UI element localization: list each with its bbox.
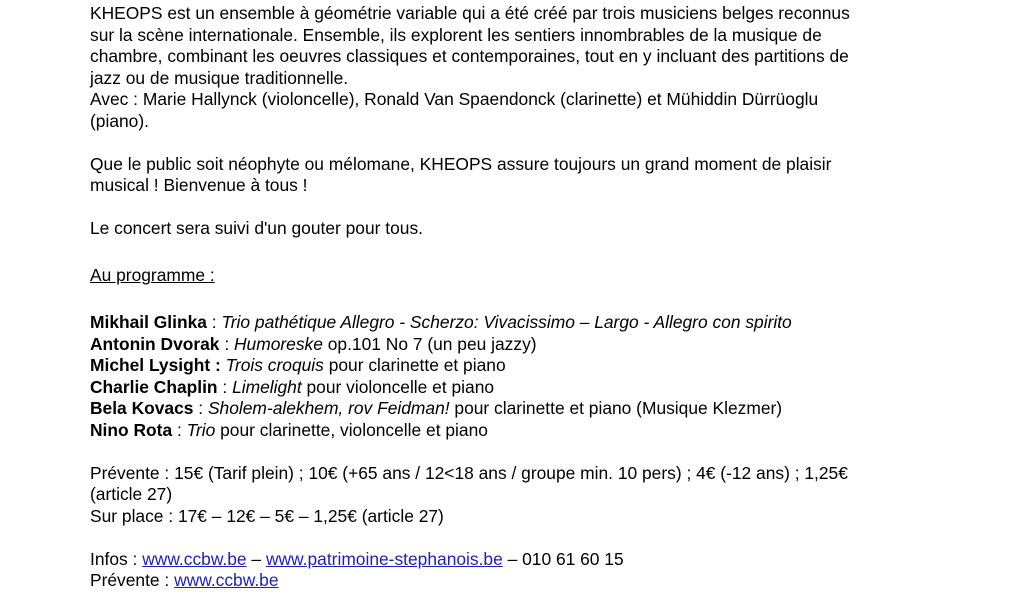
intro-line: sur la scène internationale. Ensemble, ils explorent les sentiers innombrables de la musique de: [90, 24, 822, 45]
composer-name: Charlie Chaplin: [90, 376, 218, 397]
phone-number: – 010 61 60 15: [502, 548, 624, 569]
work-details: pour clarinette et piano (Musique Klezmer): [449, 398, 783, 418]
composer-name: Antonin Dvorak: [90, 333, 220, 354]
spacer: [90, 197, 990, 219]
work-title: Sholem-alekhem, rov Feidman!: [207, 398, 450, 418]
musicians-line: Avec : Marie Hallynck (violoncelle), Ronald Van Spaendonck (clarinette) et Mühiddin Dürrüoglu: [90, 89, 819, 109]
programme-item: [90, 420, 990, 442]
musicians-line: (piano).: [90, 110, 149, 131]
composer-name: Nino Rota: [90, 419, 173, 440]
infos-line: [90, 549, 990, 571]
prevente-line: [90, 570, 990, 592]
separator: :: [193, 398, 208, 418]
public-line: Que le public soit néophyte ou mélomane, KHEOPS assure toujours un grand moment de plaisir: [90, 153, 832, 174]
spacer: [90, 240, 990, 262]
intro-paragraph: [90, 3, 990, 132]
patrimoine-link[interactable]: www.patrimoine-stephanois.be: [265, 548, 503, 569]
programme-item: [90, 334, 990, 356]
work-details: pour clarinette, violoncelle et piano: [215, 419, 488, 440]
programme-item: [90, 355, 990, 377]
spacer: [90, 132, 990, 154]
programme-list: [90, 312, 990, 441]
spacer: [90, 441, 990, 463]
work-title: Trio: [186, 419, 216, 440]
spacer: [90, 287, 990, 309]
separator: :: [219, 333, 234, 354]
prevente-prices-cont: (article 27): [90, 484, 173, 504]
programme-item: [90, 377, 990, 399]
work-details: pour clarinette et piano: [323, 355, 506, 375]
intro-line: jazz ou de musique traditionnelle.: [90, 67, 349, 88]
infos-label: Infos :: [90, 548, 143, 569]
composer-name: Mikhail Glinka: [90, 312, 207, 332]
prevente-prices: Prévente : 15€ (Tarif plein) ; 10€ (+65 ans / 12<18 ans / groupe min. 10 pers) ; 4€ (-12 ans) ; 1,25€: [90, 462, 848, 483]
composer-name: Michel Lysight :: [90, 355, 221, 375]
work-title: Limelight: [232, 376, 302, 397]
programme-item: [90, 312, 990, 334]
public-paragraph: [90, 154, 990, 197]
work-title: Trois croquis: [225, 355, 324, 375]
tarifs-paragraph: [90, 463, 990, 528]
work-details: op.101 No 7 (un peu jazzy): [322, 333, 537, 354]
document-body: [90, 3, 990, 592]
work-title: Trio pathétique Allegro - Scherzo: Vivacissimo – Largo - Allegro con spirito: [221, 312, 792, 332]
dash: –: [246, 548, 266, 569]
prevente-ccbw-link[interactable]: www.ccbw.be: [174, 570, 279, 590]
work-title: Humoreske: [233, 333, 323, 354]
programme-item: [90, 398, 990, 420]
public-line: musical ! Bienvenue à tous !: [90, 175, 308, 195]
prevente-label: Prévente :: [90, 570, 175, 590]
ccbw-link[interactable]: www.ccbw.be: [142, 548, 247, 569]
gouter-paragraph: Le concert sera suivi d'un gouter pour tous.: [90, 218, 423, 238]
work-details: pour violoncelle et piano: [301, 376, 495, 397]
separator: :: [206, 312, 222, 332]
sur-place-prices: Sur place : 17€ – 12€ – 5€ – 1,25€ (article 27): [90, 505, 444, 526]
separator: :: [172, 419, 187, 440]
intro-line: chambre, combinant les oeuvres classiques et contemporaines, tout en y incluant des partitions de: [90, 46, 849, 66]
spacer: [90, 527, 990, 549]
separator: :: [217, 376, 233, 397]
composer-name: Bela Kovacs: [90, 398, 194, 418]
intro-line: KHEOPS est un ensemble à géométrie variable qui a été créé par trois musiciens belges reconnus: [90, 3, 850, 23]
programme-heading: Au programme :: [90, 265, 215, 285]
